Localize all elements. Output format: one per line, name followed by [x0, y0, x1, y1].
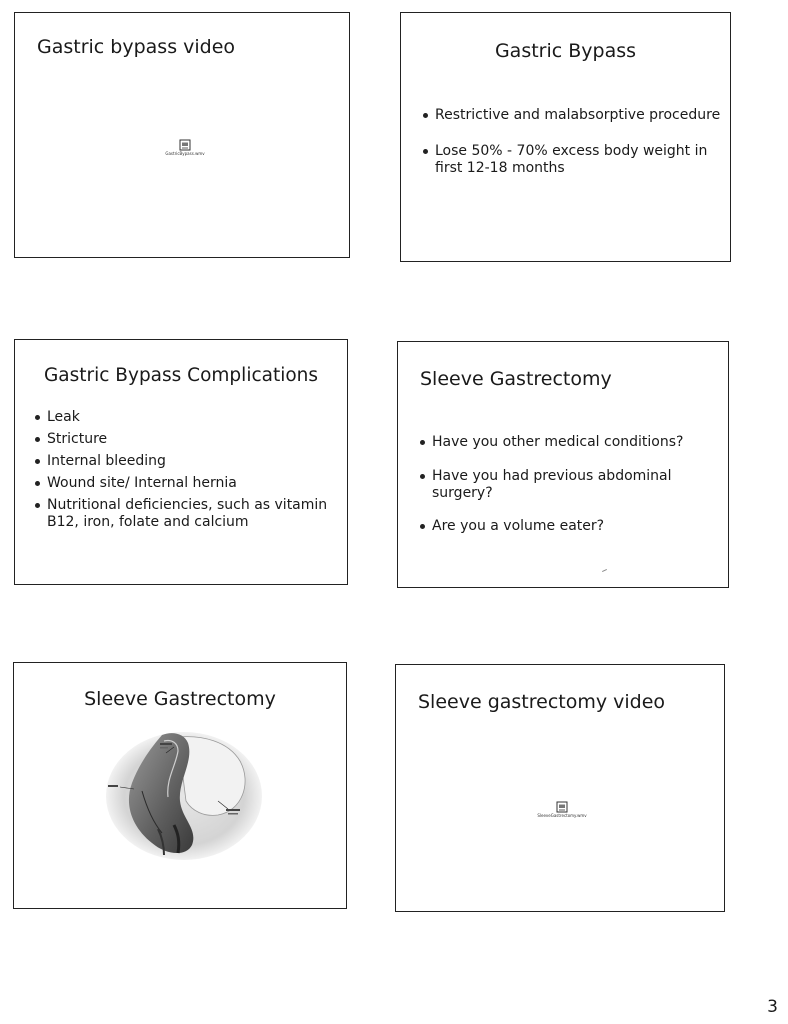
slide-1 — [14, 12, 350, 258]
bullet-list — [418, 434, 688, 535]
slide-title: Gastric bypass video — [37, 36, 236, 58]
slide-2 — [400, 12, 731, 262]
bullet-item: Are you a volume eater? — [418, 518, 688, 535]
bullet-item: Restrictive and malabsorptive procedure — [421, 107, 721, 124]
bullet-list — [421, 107, 721, 177]
bullet-item: Wound site/ Internal hernia — [33, 475, 331, 492]
slide-5 — [13, 662, 347, 909]
slide-title: Sleeve Gastrectomy — [420, 368, 612, 390]
bullet-item: Lose 50% - 70% excess body weight in first 12-18 months — [421, 143, 721, 177]
bullet-item: Have you other medical conditions? — [418, 434, 688, 451]
media-caption: SleeveGastrectomy.wmv — [537, 813, 587, 818]
media-file-icon — [179, 139, 191, 151]
media-caption: GastricBypass.wmv — [165, 151, 205, 156]
page-number: 3 — [767, 997, 778, 1017]
bullet-item: Leak — [33, 409, 331, 426]
slide-6 — [395, 664, 725, 912]
bullet-item: Stricture — [33, 431, 331, 448]
stomach-illustration — [102, 729, 266, 864]
slide-title: Sleeve Gastrectomy — [84, 688, 276, 710]
bullet-list — [33, 409, 331, 531]
bullet-item: Have you had previous abdominal surgery? — [418, 468, 688, 502]
bullet-item: Internal bleeding — [33, 453, 331, 470]
video-file[interactable] — [534, 801, 590, 819]
bullet-item: Nutritional deficiencies, such as vitamin B12, iron, folate and calcium — [33, 497, 331, 531]
slide-4 — [397, 341, 729, 588]
slide-3 — [14, 339, 348, 585]
slide-title: Gastric Bypass Complications — [43, 365, 319, 386]
slide-title: Sleeve gastrectomy video — [418, 691, 666, 713]
media-file-icon — [556, 801, 568, 813]
slide-title: Gastric Bypass — [494, 40, 637, 62]
video-file[interactable] — [161, 139, 209, 157]
